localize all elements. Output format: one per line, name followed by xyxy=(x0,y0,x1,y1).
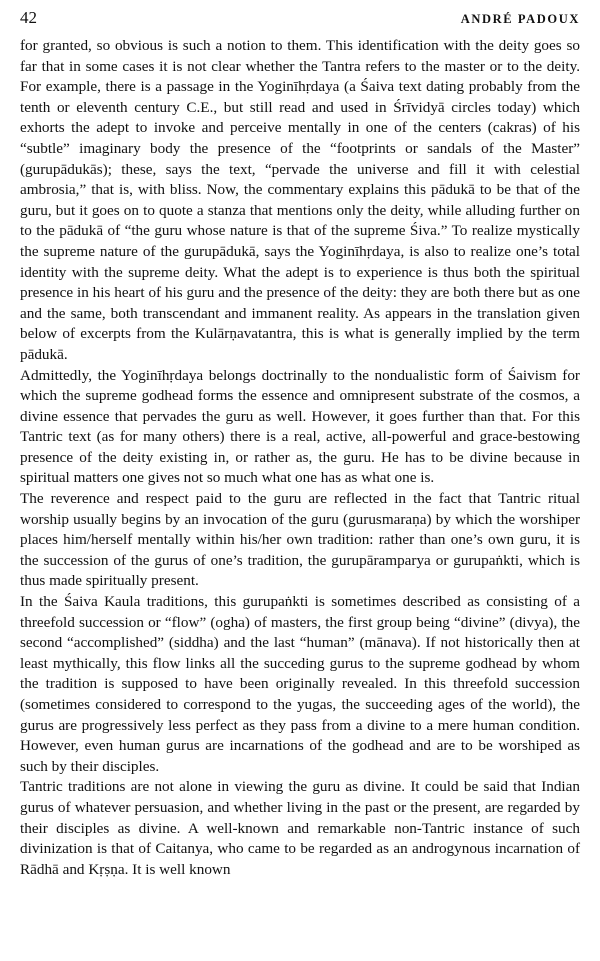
running-author: ANDRÉ PADOUX xyxy=(460,12,580,26)
body-text xyxy=(20,36,580,880)
paragraph-1: for granted, so obvious is such a notion to them. This identification with the deity goes so far that in some cases it is not clear whether the Tantra refers to the master or to the deity. For example, there is a passage in the Yoginīhṛdaya (a Śaiva text dating probably from the tenth or eleventh century C.E., but still read and used in Śrīvidyā circles today) which exhorts the adept to invoke and perceive mentally in one of the centers (cakras) of his “subtle” imaginary body the presence of the “footprints or sandals of the Master” (gurupādukās); these, says the text, “pervade the universe and fill it with celestial ambrosia,” that is, with bliss. Now, the commentary explains this pādukā to be that of the guru, but it goes on to quote a stanza that mentions only the deity, while alluding further on to the pādukā of “the guru whose nature is that of the supreme Śiva.” To realize mystically the supreme nature of the gurupādukā, says the Yoginīhṛdaya, is also to realize one’s total identity with the supreme deity. What the adept is to experience is thus both the spiritual presence in his heart of his guru and the presence of the deity: they are both there but as one and the same, both transcendant and immanent reality. As appears in the translation given below of excerpts from the Kulārṇavatantra, this is what is generally implied by the term pādukā. xyxy=(20,37,580,363)
paragraph-4: In the Śaiva Kaula traditions, this gurupaṅkti is sometimes described as consisting of a threefold succession or “flow” (ogha) of masters, the first group being “divine” (divya), the second “accomplished” (siddha) and the last “human” (mānava). If not historically then at least mythically, this flow links all the succeding gurus to the supreme godhead by whom the tradition is supposed to have been originally revealed. In this threefold succession (sometimes considered to correspond to the yugas, the succeeding ages of the world), the gurus are progressively less perfect as they pass from a divine to a mere human condition. However, even human gurus are incarnations of the godhead and are to be worshiped as such by their disciples. xyxy=(20,593,580,775)
paragraph-5: Tantric traditions are not alone in viewing the guru as divine. It could be said that Indian gurus of whatever persuasion, and whether living in the past or the present, are regarded by their disciples as divine. A well-known and remarkable non-Tantric instance of such divinization is that of Caitanya, who came to be regarded as an androgynous incarnation of Rādhā and Kṛṣṇa. It is well known xyxy=(20,778,580,878)
paragraph-2: Admittedly, the Yoginīhṛdaya belongs doctrinally to the nondualistic form of Śaivism for which the supreme godhead forms the essence and omnipresent substrate of the cosmos, a divine essence that pervades the guru as well. However, it goes further than that. For this Tantric text (as for many others) there is a real, active, all-powerful and grace-bestowing presence of the deity existing in, or rather as, the guru. He has to be divine because in spiritual matters one gives not so much what one has as what one is. xyxy=(20,366,580,487)
page-number: 42 xyxy=(20,8,37,27)
running-header xyxy=(20,8,580,34)
paragraph-3: The reverence and respect paid to the guru are reflected in the fact that Tantric ritual worship usually begins by an invocation of the guru (gurusmaraṇa) by which the worshiper places him/herself mentally within his/her own tradition: rather than one’s own guru, it is the succession of the gurus of one’s tradition, the gurupāramparya or gurupaṅkti, which is thus made spiritually present. xyxy=(20,490,580,590)
